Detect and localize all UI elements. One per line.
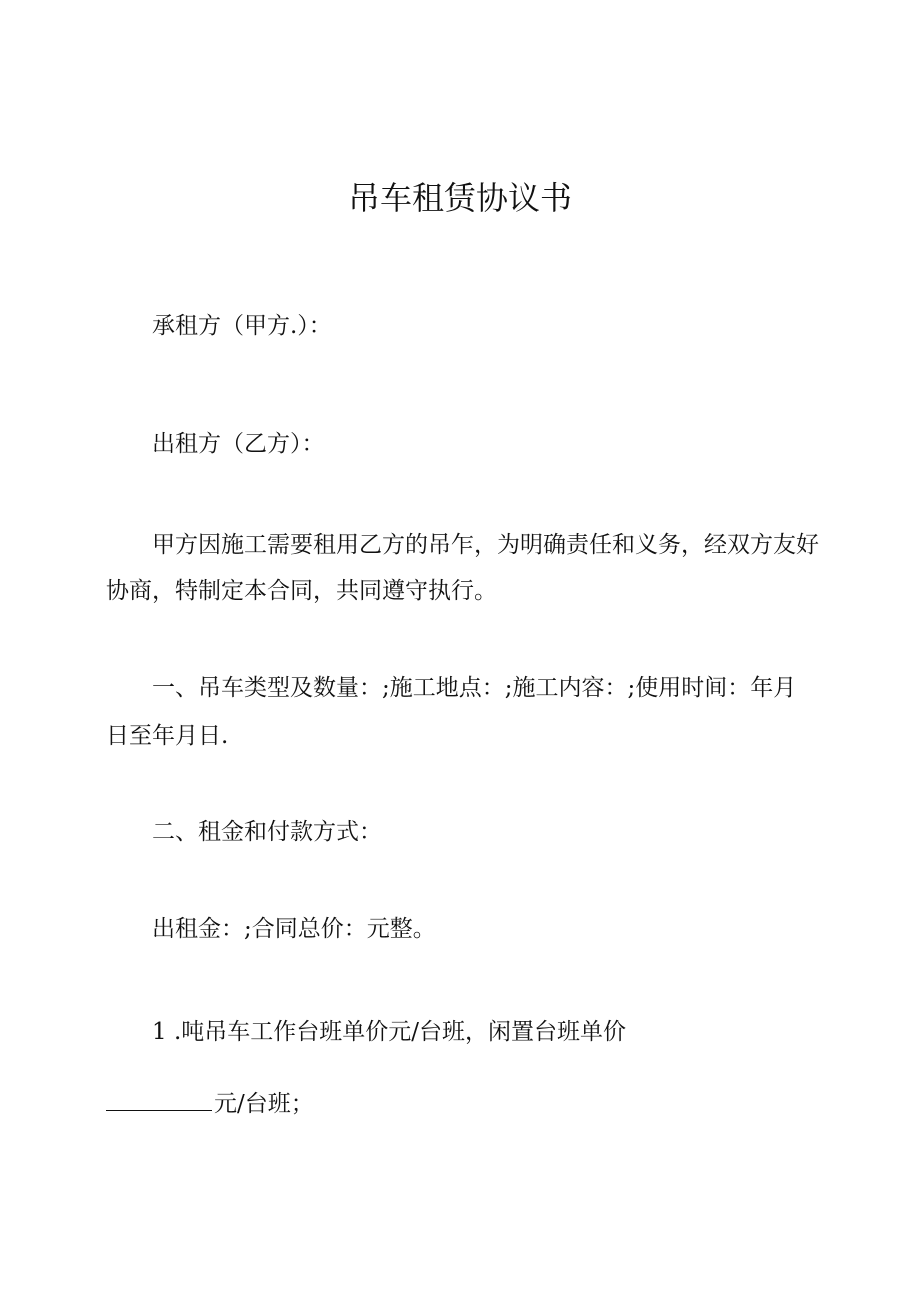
- intro-paragraph-line-2: 协商，特制定本合同，共同遵守执行。: [106, 578, 497, 604]
- rent-line: 出租金：;合同总价：元整。: [152, 916, 436, 942]
- fill-in-blank: [106, 1088, 212, 1111]
- item-1-line-2: 元/台班；: [214, 1091, 314, 1117]
- intro-paragraph-line-1: 甲方因施工需要租用乙方的吊乍，为明确责任和义务，经双方友好: [152, 532, 819, 558]
- item-1-line-2-wrapper: [106, 1088, 314, 1119]
- document-title: 吊车租赁协议书: [347, 179, 572, 217]
- section-2-heading: 二、租金和付款方式：: [152, 819, 382, 845]
- lessee-label: 承租方（甲方.）：: [152, 313, 332, 339]
- section-1-line-2: 日至年月日.: [106, 723, 229, 749]
- section-1-line-1: 一、吊车类型及数量：;施工地点：;施工内容：;使用时间：年月: [152, 675, 797, 701]
- lessor-label: 出租方（乙方）：: [152, 431, 325, 457]
- item-1-line-1: 1 .吨吊车工作台班单价元/台班，闲置台班单价: [152, 1019, 627, 1045]
